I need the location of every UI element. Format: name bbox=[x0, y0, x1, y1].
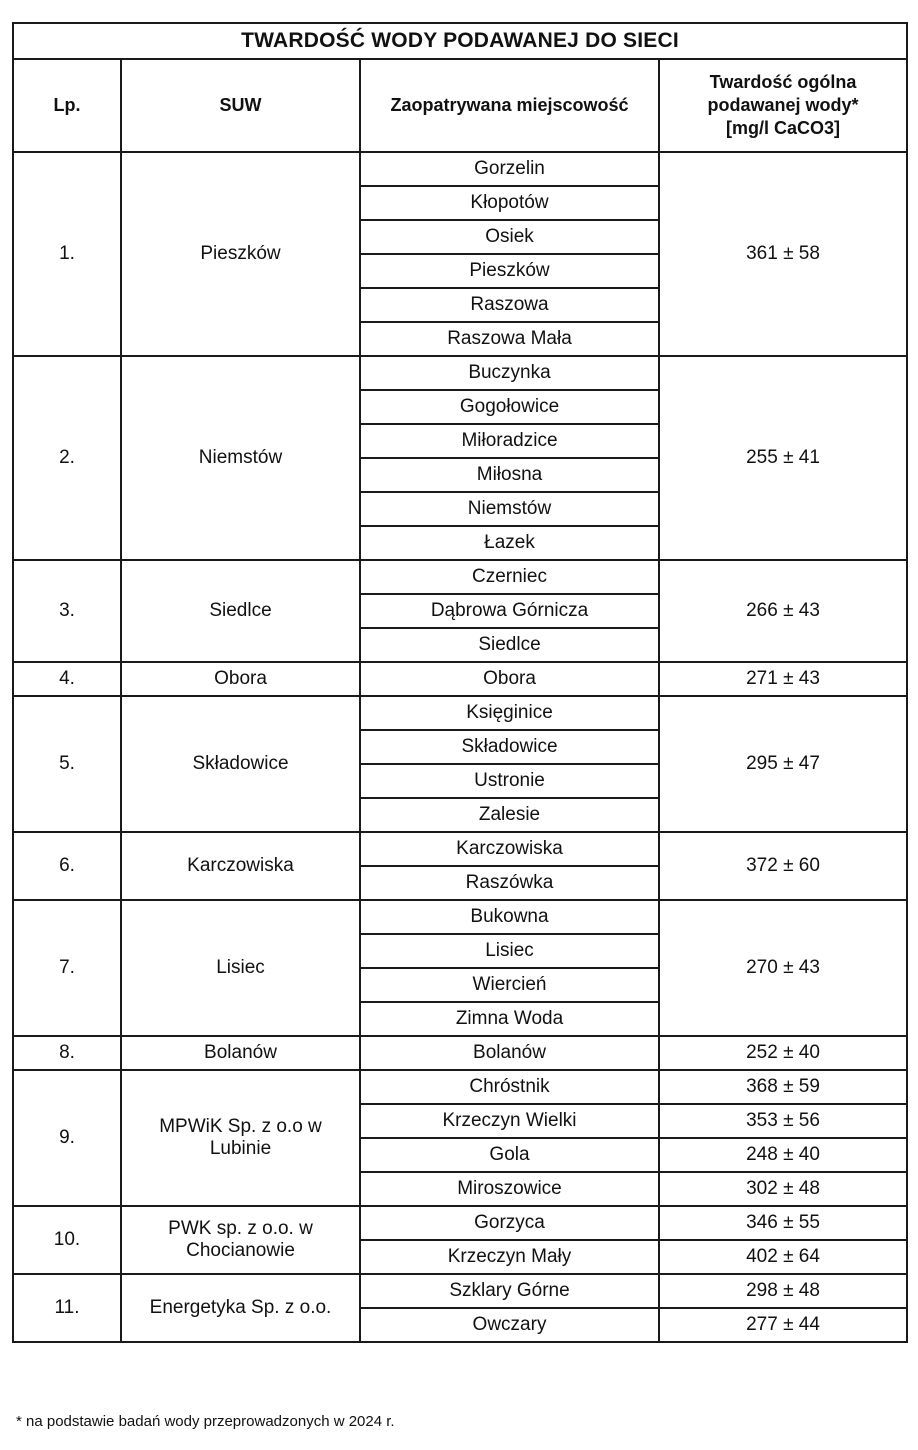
header-hardness-line1: Twardość ogólna bbox=[709, 72, 857, 92]
cell-town: Lisiec bbox=[360, 934, 659, 968]
table-row bbox=[13, 1206, 907, 1240]
cell-town: Bolanów bbox=[360, 1036, 659, 1070]
cell-town: Zalesie bbox=[360, 798, 659, 832]
cell-lp: 7. bbox=[13, 900, 121, 1036]
cell-town: Gogołowice bbox=[360, 390, 659, 424]
hardness-table-container bbox=[12, 22, 906, 1343]
suw-name: Lisiec bbox=[216, 957, 265, 978]
table-row bbox=[13, 696, 907, 730]
footnote: * na podstawie badań wody przeprowadzonych w 2024 r. bbox=[16, 1413, 395, 1430]
suw-name-line2: Chocianowie bbox=[186, 1240, 295, 1261]
cell-suw bbox=[121, 1206, 360, 1274]
cell-town: Gorzyca bbox=[360, 1206, 659, 1240]
cell-lp: 4. bbox=[13, 662, 121, 696]
cell-town: Zimna Woda bbox=[360, 1002, 659, 1036]
cell-town: Chróstnik bbox=[360, 1070, 659, 1104]
cell-hardness: 271 ± 43 bbox=[659, 662, 907, 696]
table-row bbox=[13, 662, 907, 696]
cell-town: Raszowa bbox=[360, 288, 659, 322]
cell-hardness: 295 ± 47 bbox=[659, 696, 907, 832]
cell-town: Miroszowice bbox=[360, 1172, 659, 1206]
cell-lp: 6. bbox=[13, 832, 121, 900]
cell-town: Gola bbox=[360, 1138, 659, 1172]
cell-suw bbox=[121, 696, 360, 832]
cell-town: Księginice bbox=[360, 696, 659, 730]
cell-lp: 3. bbox=[13, 560, 121, 662]
table-row bbox=[13, 1274, 907, 1308]
cell-town: Siedlce bbox=[360, 628, 659, 662]
cell-town: Kłopotów bbox=[360, 186, 659, 220]
suw-name-line2: Lubinie bbox=[209, 1138, 272, 1159]
cell-town: Obora bbox=[360, 662, 659, 696]
cell-town: Dąbrowa Górnicza bbox=[360, 594, 659, 628]
suw-name: Bolanów bbox=[204, 1042, 277, 1063]
header-town: Zaopatrywana miejscowość bbox=[360, 59, 659, 152]
cell-suw bbox=[121, 1274, 360, 1342]
cell-town: Buczynka bbox=[360, 356, 659, 390]
cell-suw bbox=[121, 356, 360, 560]
cell-lp: 9. bbox=[13, 1070, 121, 1206]
cell-lp: 8. bbox=[13, 1036, 121, 1070]
table-row bbox=[13, 900, 907, 934]
cell-town: Krzeczyn Mały bbox=[360, 1240, 659, 1274]
cell-lp: 10. bbox=[13, 1206, 121, 1274]
cell-town: Niemstów bbox=[360, 492, 659, 526]
cell-suw bbox=[121, 1070, 360, 1206]
cell-suw bbox=[121, 1036, 360, 1070]
cell-town: Pieszków bbox=[360, 254, 659, 288]
header-lp: Lp. bbox=[13, 59, 121, 152]
suw-name: Składowice bbox=[192, 753, 289, 774]
cell-hardness: 270 ± 43 bbox=[659, 900, 907, 1036]
cell-town: Owczary bbox=[360, 1308, 659, 1342]
cell-hardness: 298 ± 48 bbox=[659, 1274, 907, 1308]
header-hardness-line2: podawanej wody* bbox=[707, 95, 859, 115]
cell-suw bbox=[121, 832, 360, 900]
suw-name: Siedlce bbox=[209, 600, 272, 621]
cell-town: Bukowna bbox=[360, 900, 659, 934]
header-row bbox=[13, 59, 907, 152]
cell-town: Karczowiska bbox=[360, 832, 659, 866]
cell-hardness: 255 ± 41 bbox=[659, 356, 907, 560]
cell-suw bbox=[121, 662, 360, 696]
table-row bbox=[13, 560, 907, 594]
cell-town: Ustronie bbox=[360, 764, 659, 798]
cell-town: Osiek bbox=[360, 220, 659, 254]
suw-name: Niemstów bbox=[198, 447, 283, 468]
cell-suw bbox=[121, 560, 360, 662]
table-row bbox=[13, 152, 907, 186]
table-body bbox=[13, 152, 907, 1342]
water-hardness-table bbox=[12, 22, 908, 1343]
cell-hardness: 353 ± 56 bbox=[659, 1104, 907, 1138]
suw-name: Pieszków bbox=[200, 243, 281, 264]
cell-hardness: 372 ± 60 bbox=[659, 832, 907, 900]
cell-town: Łazek bbox=[360, 526, 659, 560]
cell-hardness: 346 ± 55 bbox=[659, 1206, 907, 1240]
cell-town: Miłoradzice bbox=[360, 424, 659, 458]
cell-hardness: 361 ± 58 bbox=[659, 152, 907, 356]
suw-name: MPWiK Sp. z o.o w bbox=[159, 1116, 322, 1137]
cell-lp: 11. bbox=[13, 1274, 121, 1342]
cell-town: Gorzelin bbox=[360, 152, 659, 186]
suw-name: Energetyka Sp. z o.o. bbox=[149, 1297, 332, 1318]
cell-lp: 2. bbox=[13, 356, 121, 560]
suw-name: Karczowiska bbox=[187, 855, 294, 876]
header-suw: SUW bbox=[121, 59, 360, 152]
cell-hardness: 302 ± 48 bbox=[659, 1172, 907, 1206]
cell-suw bbox=[121, 900, 360, 1036]
header-hardness bbox=[659, 59, 907, 152]
table-row bbox=[13, 1070, 907, 1104]
table-row bbox=[13, 356, 907, 390]
cell-lp: 1. bbox=[13, 152, 121, 356]
cell-hardness: 368 ± 59 bbox=[659, 1070, 907, 1104]
cell-town: Krzeczyn Wielki bbox=[360, 1104, 659, 1138]
cell-hardness: 252 ± 40 bbox=[659, 1036, 907, 1070]
cell-town: Składowice bbox=[360, 730, 659, 764]
cell-hardness: 266 ± 43 bbox=[659, 560, 907, 662]
cell-lp: 5. bbox=[13, 696, 121, 832]
cell-town: Raszowa Mała bbox=[360, 322, 659, 356]
table-row bbox=[13, 832, 907, 866]
cell-hardness: 277 ± 44 bbox=[659, 1308, 907, 1342]
cell-hardness: 402 ± 64 bbox=[659, 1240, 907, 1274]
cell-town: Raszówka bbox=[360, 866, 659, 900]
header-hardness-line3: [mg/l CaCO3] bbox=[726, 118, 841, 138]
cell-hardness: 248 ± 40 bbox=[659, 1138, 907, 1172]
cell-town: Czerniec bbox=[360, 560, 659, 594]
table-row bbox=[13, 1036, 907, 1070]
suw-name: Obora bbox=[214, 668, 267, 689]
cell-suw bbox=[121, 152, 360, 356]
table-title: TWARDOŚĆ WODY PODAWANEJ DO SIECI bbox=[13, 23, 907, 59]
cell-town: Wiercień bbox=[360, 968, 659, 1002]
cell-town: Szklary Górne bbox=[360, 1274, 659, 1308]
suw-name: PWK sp. z o.o. w bbox=[168, 1218, 313, 1239]
cell-town: Miłosna bbox=[360, 458, 659, 492]
